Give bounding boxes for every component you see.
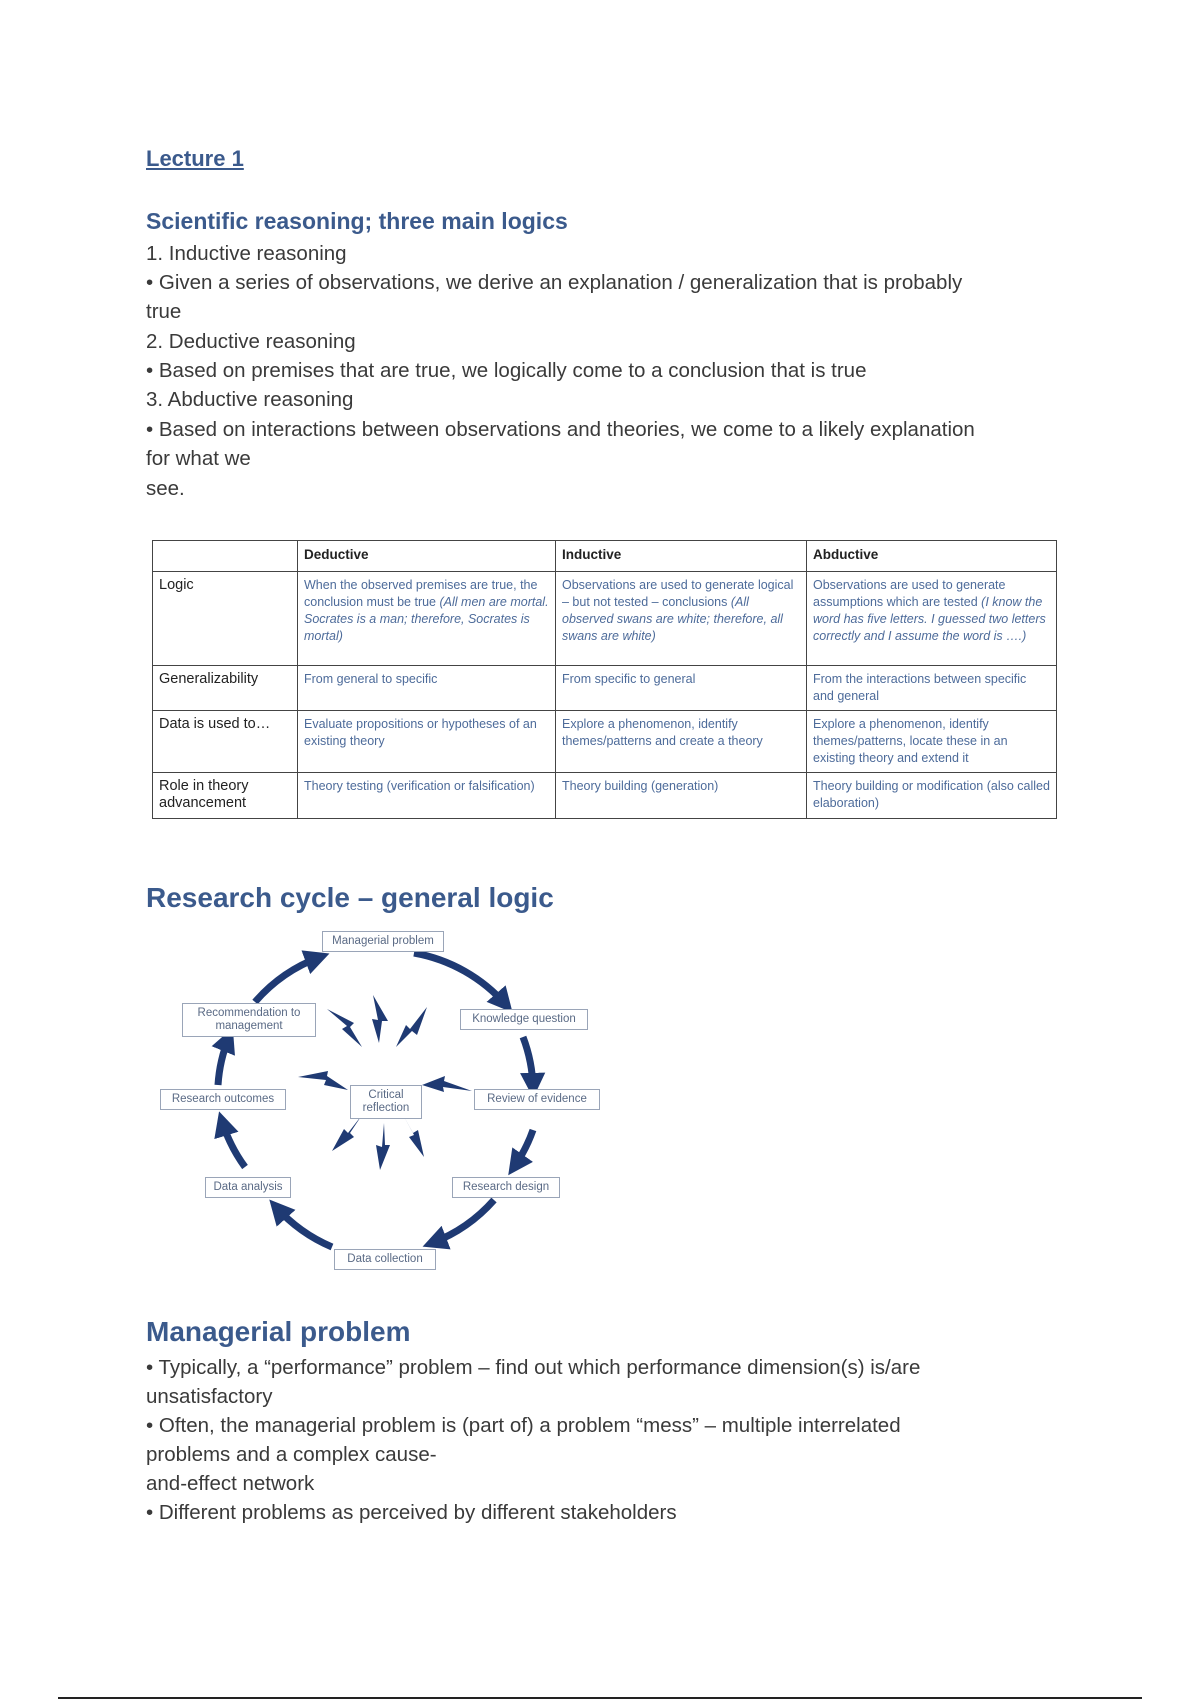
section-heading-research-cycle: Research cycle – general logic (146, 882, 554, 913)
row-label: Data is used to… (153, 711, 298, 773)
text-line: 1. Inductive reasoning (146, 242, 347, 265)
cycle-arrow (514, 1130, 533, 1167)
node-data-collection: Data collection (334, 1249, 436, 1270)
table-row (153, 711, 1057, 773)
table-header-row (153, 541, 1057, 572)
lightning-arrow (298, 1071, 348, 1090)
lightning-arrow (402, 1113, 424, 1157)
node-critical-reflection: Critical reflection (350, 1085, 422, 1119)
text-line: 2. Deductive reasoning (146, 330, 356, 353)
lightning-arrow (396, 1007, 427, 1047)
table-cell: From specific to general (556, 666, 807, 711)
node-data-analysis: Data analysis (205, 1177, 291, 1198)
node-managerial-problem: Managerial problem (322, 931, 444, 952)
text-line: • Based on premises that are true, we logically come to a conclusion that is true (146, 359, 867, 382)
table-cell: Theory building (generation) (556, 773, 807, 819)
table-header-cell (153, 541, 298, 572)
text-line: 3. Abductive reasoning (146, 388, 354, 411)
text-line: and-effect network (146, 1472, 315, 1495)
text-line: for what we (146, 447, 251, 470)
cell-example: (All men are mortal. Socrates is a man; therefore, Socrates is mortal) (304, 595, 549, 643)
table-cell (556, 572, 807, 666)
section-heading-managerial-problem: Managerial problem (146, 1316, 411, 1347)
row-label: Role in theory advancement (153, 773, 298, 819)
cycle-arrow (432, 1200, 494, 1243)
lightning-arrow (422, 1076, 472, 1092)
text-line: • Typically, a “performance” problem – find out which performance dimension(s) is/are (146, 1356, 921, 1379)
research-cycle-diagram (152, 925, 622, 1285)
lightning-arrow (372, 995, 388, 1043)
lightning-arrow (332, 1115, 362, 1151)
cycle-arrow (218, 1037, 229, 1085)
text-line: • Given a series of observations, we derive an explanation / generalization that is probably (146, 271, 963, 294)
text-line: • Often, the managerial problem is (part of) a problem “mess” – multiple interrelated (146, 1414, 901, 1437)
text-line: • Different problems as perceived by different stakeholders (146, 1501, 677, 1524)
table-cell: Explore a phenomenon, identify themes/patterns, locate these in an existing theory and extend it (807, 711, 1057, 773)
table-cell: Evaluate propositions or hypotheses of an existing theory (298, 711, 556, 773)
table-row (153, 666, 1057, 711)
reflection-lightning (298, 995, 472, 1170)
table-header-abductive: Abductive (807, 541, 1057, 572)
row-label: Logic (153, 572, 298, 666)
table-row (153, 572, 1057, 666)
text-line: problems and a complex cause- (146, 1443, 437, 1466)
table-header-inductive: Inductive (556, 541, 807, 572)
table-cell: Theory building or modification (also called elaboration) (807, 773, 1057, 819)
cell-example: (I know the word has five letters. I guessed two letters correctly and I assume the word is ….) (813, 595, 1046, 643)
table-cell (807, 572, 1057, 666)
node-research-outcomes: Research outcomes (160, 1089, 286, 1110)
node-knowledge-question: Knowledge question (460, 1009, 588, 1030)
table-cell: From the interactions between specific and general (807, 666, 1057, 711)
node-review-of-evidence: Review of evidence (474, 1089, 600, 1110)
cycle-arrow (276, 1207, 332, 1247)
reasoning-comparison-table (152, 540, 1057, 819)
cycle-arrow (523, 1037, 533, 1088)
cell-text: Observations are used to generate logical – but not tested – conclusions (562, 578, 794, 609)
table-cell: Theory testing (verification or falsification) (298, 773, 556, 819)
cell-text: When the observed premises are true, the conclusion must be true (304, 578, 538, 609)
lightning-arrow (327, 1009, 362, 1047)
table-header-deductive: Deductive (298, 541, 556, 572)
row-label: Generalizability (153, 666, 298, 711)
table-row (153, 773, 1057, 819)
text-line: • Based on interactions between observations and theories, we come to a likely explanation (146, 418, 975, 441)
section-heading-scientific-reasoning: Scientific reasoning; three main logics (146, 208, 568, 234)
table-cell (298, 572, 556, 666)
cell-text: Observations are used to generate assumptions which are tested (813, 578, 1006, 609)
text-line: see. (146, 477, 185, 500)
page-bottom-rule (58, 1697, 1142, 1699)
node-research-design: Research design (452, 1177, 560, 1198)
table-cell: Explore a phenomenon, identify themes/patterns and create a theory (556, 711, 807, 773)
cycle-arrow (222, 1121, 245, 1167)
node-recommendation-to-management: Recommendation to management (182, 1003, 316, 1037)
cycle-arrow (414, 953, 506, 1005)
table-cell: From general to specific (298, 666, 556, 711)
cycle-arrow (255, 957, 320, 1002)
text-line: true (146, 300, 182, 323)
lightning-arrow (376, 1123, 390, 1170)
cell-example: (All observed swans are white; therefore, all swans are white) (562, 595, 783, 643)
lecture-title: Lecture 1 (146, 146, 244, 171)
text-line: unsatisfactory (146, 1385, 273, 1408)
